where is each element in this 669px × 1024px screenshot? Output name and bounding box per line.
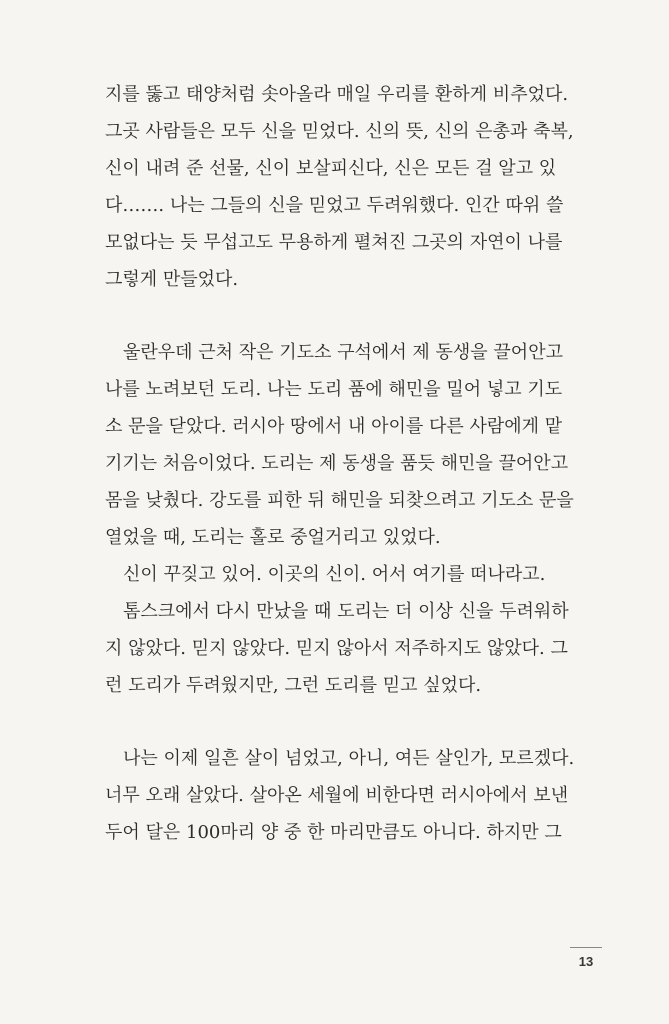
text-line: 너무 오래 살았다. 살아온 세월에 비한다면 러시아에서 보낸	[105, 785, 569, 806]
page-number-rule	[570, 947, 602, 948]
text-line: 그렇게 만들었다.	[105, 269, 239, 290]
text-line: 소 문을 닫았다. 러시아 땅에서 내 아이를 다른 사람에게 맡	[105, 416, 563, 437]
text-line: 지를 뚫고 태양처럼 솟아올라 매일 우리를 환하게 비추었다.	[105, 84, 569, 105]
text-line: 다……. 나는 그들의 신을 믿었고 두려워했다. 인간 따위 쓸	[105, 195, 564, 216]
text-line: 두어 달은 100마리 양 중 한 마리만큼도 아니다. 하지만 그	[105, 822, 562, 843]
paragraph-5	[105, 740, 597, 851]
text-line: 나는 이제 일흔 살이 넘었고, 아니, 여든 살인가, 모르겠다.	[123, 748, 575, 769]
paragraph-4	[105, 593, 597, 704]
text-line: 울란우데 근처 작은 기도소 구석에서 제 동생을 끌어안고	[123, 342, 563, 363]
paragraph-1	[105, 76, 597, 298]
body-text	[105, 76, 597, 851]
text-line: 신이 내려 준 선물, 신이 보살피신다, 신은 모든 걸 알고 있	[105, 158, 557, 179]
text-line: 지 않았다. 믿지 않았다. 믿지 않아서 저주하지도 않았다. 그	[105, 638, 568, 659]
page-number: 13	[578, 954, 594, 969]
section-break	[105, 298, 597, 334]
text-line: 몸을 낮췄다. 강도를 피한 뒤 해민을 되찾으려고 기도소 문을	[105, 490, 574, 511]
paragraph-3	[105, 556, 597, 593]
section-break	[105, 704, 597, 740]
text-line: 모없다는 듯 무섭고도 무용하게 펼쳐진 그곳의 자연이 나를	[105, 232, 563, 253]
text-line: 열었을 때, 도리는 홀로 중얼거리고 있었다.	[105, 527, 441, 548]
text-line: 런 도리가 두려웠지만, 그런 도리를 믿고 싶었다.	[105, 675, 482, 696]
text-line: 그곳 사람들은 모두 신을 믿었다. 신의 뜻, 신의 은총과 축복,	[105, 121, 574, 142]
text-line: 나를 노려보던 도리. 나는 도리 품에 해민을 밀어 넣고 기도	[105, 379, 563, 400]
text-line: 기기는 처음이었다. 도리는 제 동생을 품듯 해민을 끌어안고	[105, 453, 569, 474]
text-line: 신이 꾸짖고 있어. 이곳의 신이. 어서 여기를 떠나라고.	[123, 564, 546, 585]
text-line: 톰스크에서 다시 만났을 때 도리는 더 이상 신을 두려워하	[123, 601, 569, 622]
paragraph-2	[105, 334, 597, 556]
